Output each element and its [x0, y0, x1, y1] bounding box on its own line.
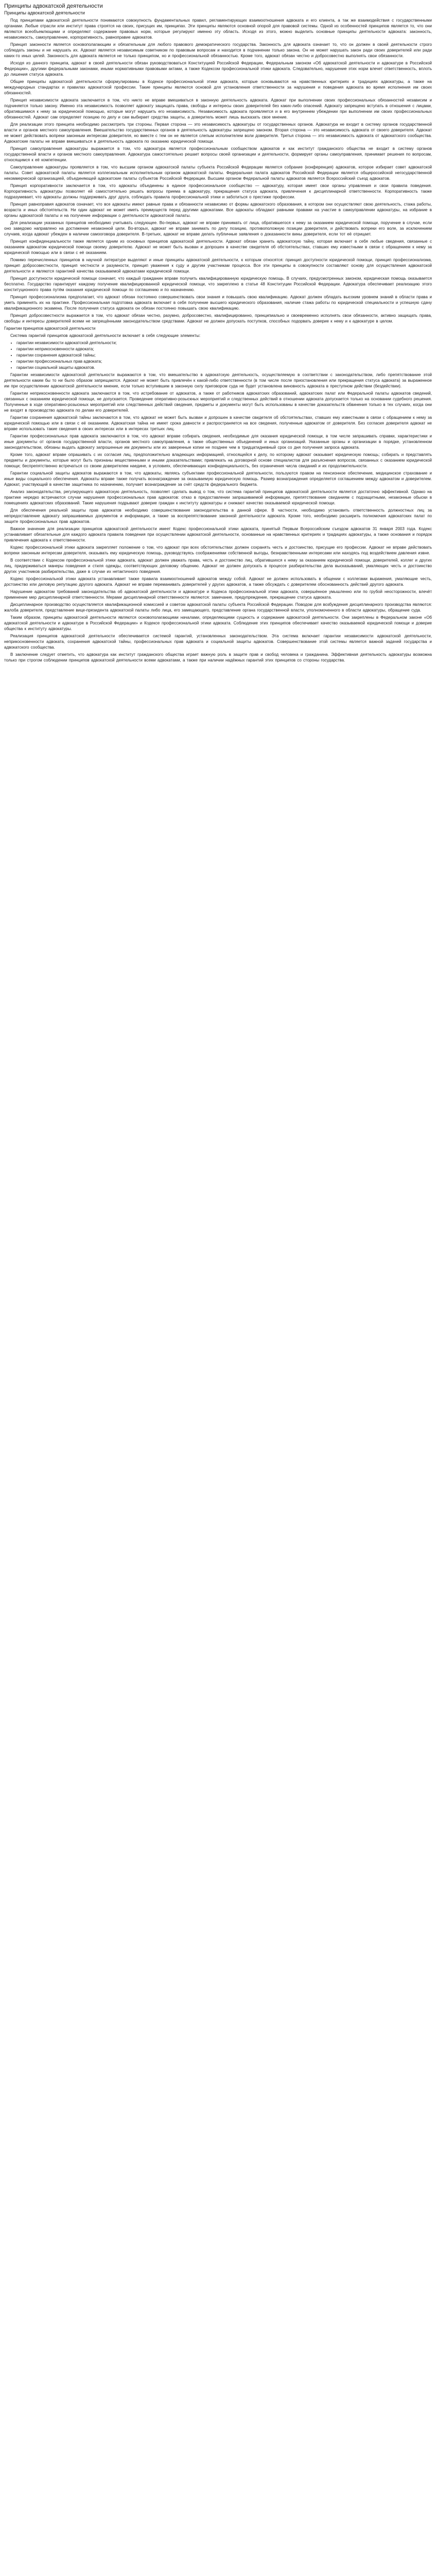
section-heading: Гарантии принципов адвокатской деятельности: [4, 326, 96, 331]
paragraph: Принцип законности является основополагающим и обязательным для любого правового демократического государства. Законность для адвоката означает то, что он должен в своей деятельности строго соблюдать законы и не нарушать их. Адвокат является независимым советником по правовым вопросам и находится в подчинении только закона. Он не может нарушать закон ради своих доверителей или ради каких-то иных целей. Законность для адвоката является не только принципом, но и профессиональной обязанностью. Кроме того, адвокат обязан честно и добросовестно выполнять свои обязанности.: [4, 42, 432, 58]
paragraph: Под принципами адвокатской деятельности понимаются совокупность фундаментальных правил, регламентирующих взаимоотношения адвоката и его клиента, а так же взаимодействия с государственными органами. Любые отрасли или институт права строятся на своих, присущих им, принципах. Эти принципы являются основной опорой для правовой системы. Одной из особенностей принципов является то, что они являются всеобъемлющими и определяют содержание правовых норм, которые регулируют именно эту область. Исходя из этого, можно выделить основные принципы деятельности адвоката: законность, независимость, самоуправление, корпоративность, равноправие адвокатов.: [4, 18, 432, 40]
paragraph: Кроме того, адвокат вправе опрашивать с их согласия лиц, предположительно владеющих информацией, относящейся к делу, по которому адвокат оказывает юридическую помощь; собирать и представлять предметы и документы, которые могут быть признаны вещественными и иными доказательствами; привлекать на договорной основе специалистов для разъяснения вопросов, связанных с оказанием юридической помощи; беспрепятственно встречаться со своим доверителем наедине, в условиях, обеспечивающих конфиденциальность, без ограничения числа свиданий и их продолжительности.: [4, 452, 432, 468]
paragraph: В заключение следует отметить, что адвокатура как институт гражданского общества играет важную роль в защите прав и свобод человека и гражданина. Эффективная деятельность адвокатуры возможна только при строгом соблюдении принципов адвокатской деятельности всеми адвокатами, а также при наличии надёжных гарантий этих принципов со стороны государства.: [4, 652, 432, 663]
document-page: [0, 0, 436, 663]
paragraph: Для реализации этого принципа необходимо рассмотреть три стороны. Первая сторона — это независимость адвокатуры от государственных органов. Адвокатура не входит в систему органов государственной власти и органов местного самоуправления. Вмешательство государственных органов в деятельность адвокатуры запрещено законом. Вторая сторона — это независимость адвоката от своего доверителя. Адвокат не может действовать вопреки законным интересам доверителя, но вместе с тем он не является слепым исполнителем воли доверителя. Третья сторона — это независимость адвоката от адвокатского сообщества. Адвокатские палаты не вправе вмешиваться в деятельность адвоката по оказанию юридической помощи.: [4, 122, 432, 144]
paragraph: Принцип конфиденциальности также является одним из основных принципов адвокатской деятельности. Адвокат обязан хранить адвокатскую тайну, которая включает в себя любые сведения, связанные с оказанием адвокатом юридической помощи своему доверителю. Адвокат не может быть вызван и допрошен в качестве свидетеля об обстоятельствах, ставших ему известными в связи с обращением к нему за юридической помощью или в связи с её оказанием.: [4, 239, 432, 255]
paragraph: Для реализации указанных принципов необходимо учитывать следующее. Во-первых, адвокат не вправе принимать от лица, обратившегося к нему за оказанием юридической помощи, поручение в случае, если оно заведомо направлено на достижение незаконной цели. Во-вторых, адвокат не вправе занимать по делу позицию, противоположную позиции доверителя, и действовать вопреки его воле, за исключением случаев, когда адвокат убежден в наличии самооговора доверителя. В-третьих, адвокат не вправе делать публичные заявления о доказанности вины доверителя, если тот её отрицает.: [4, 221, 432, 236]
paragraph: Кодекс профессиональной этики адвоката закрепляет положение о том, что адвокат при всех обстоятельствах должен сохранять честь и достоинство, присущие его профессии. Адвокат не вправе действовать вопреки законным интересам доверителя, оказывать ему юридическую помощь, руководствуясь соображениями собственной выгоды, безнравственными интересами или находясь под воздействием давления извне.: [4, 545, 432, 555]
paragraph: Дисциплинарное производство осуществляется квалификационной комиссией и советом адвокатской палаты субъекта Российской Федерации. Поводом для возбуждения дисциплинарного производства являются: жалоба доверителя, представление вице-президента адвокатской палаты либо лица, его замещающего, представление органа государственной власти, уполномоченного в области адвокатуры, обращение суда.: [4, 602, 432, 613]
paragraph: Общие принципы адвокатской деятельности сформулированы в Кодексе профессиональной этики адвоката, которые основываются на нравственных критериях и традициях адвокатуры, а также на международных стандартах и правилах адвокатской профессии. Такие принципы являются основой для установления ответственности за нарушения и поведения адвоката во время исполнения им своих обязанностей.: [4, 79, 432, 95]
list-item: • гарантии профессиональных прав адвоката;: [16, 359, 432, 364]
bullet-list: [4, 340, 432, 370]
paragraph: Гарантии социальной защиты адвокатов выражаются в том, что адвокаты, являясь субъектами профессиональной деятельности, пользуются правом на пенсионное обеспечение, медицинское страхование и иные виды социального обеспечения. Адвокаты вправе также получать вознаграждение за оказываемую юридическую помощь. Размер вознаграждения определяется соглашением между адвокатом и доверителем. Адвокат, участвующий в качестве защитника по назначению, получает вознаграждение за счёт средств федерального бюджета.: [4, 471, 432, 487]
list-item: • гарантии сохранения адвокатской тайны;: [16, 352, 432, 358]
paragraph: Важное значение для реализации принципов адвокатской деятельности имеет Кодекс профессиональной этики адвоката, принятый Первым Всероссийским съездом адвокатов 31 января 2003 года. Кодекс устанавливает обязательные для каждого адвоката правила поведения при осуществлении адвокатской деятельности, основанные на нравственных критериях и традициях адвокатуры, а также основания и порядок привлечения адвоката к ответственности.: [4, 527, 432, 543]
paragraph: Анализ законодательства, регулирующего адвокатскую деятельность, позволяет сделать вывод о том, что система гарантий принципов адвокатской деятельности является достаточно эффективной. Однако на практике нередко встречаются случаи нарушения профессиональных прав адвокатов: отказ в предоставлении запрашиваемой информации, препятствование свиданиям с подзащитными, незаконные обыски в помещениях адвокатских образований. Такие нарушения подрывают доверие граждан к институту адвокатуры и снижают качество оказываемой юридической помощи.: [4, 489, 432, 505]
paragraph: Принцип добросовестности выражается в том, что адвокат обязан честно, разумно, добросовестно, квалифицированно, принципиально и своевременно исполнять свои обязанности, активно защищать права, свободы и интересы доверителей всеми не запрещёнными законодательством средствами. Адвокат не должен допускать поступков, способных подорвать доверие к нему и к адвокатуре в целом.: [4, 313, 432, 324]
article-body: [4, 18, 432, 663]
paragraph: Для обеспечения реальной защиты прав адвокатов необходимо совершенствование законодательства в данной сфере. В частности, необходимо установить ответственность должностных лиц за непредоставление адвокату запрашиваемых документов и информации, а также за воспрепятствование законной деятельности адвоката. Кроме того, необходимо расширить полномочия адвокатских палат по защите профессиональных прав адвокатов.: [4, 508, 432, 524]
paragraph: Таким образом, принципы адвокатской деятельности являются основополагающими началами, определяющими сущность и содержание адвокатской деятельности. Они закреплены в Федеральном законе «Об адвокатской деятельности и адвокатуре в Российской Федерации» и Кодексе профессиональной этики адвоката. Соблюдение этих принципов обеспечивает качество оказываемой юридической помощи и доверие общества к институту адвокатуры.: [4, 615, 432, 631]
list-item: • гарантии независимости адвокатской деятельности;: [16, 340, 432, 346]
list-item: • гарантии неприкосновенности адвоката;: [16, 346, 432, 352]
paragraph: Принцип доступности юридической помощи означает, что каждый гражданин вправе получить квалифицированную юридическую помощь. В случаях, предусмотренных законом, юридическая помощь оказывается бесплатно. Государство гарантирует каждому получение квалифицированной юридической помощи, что закреплено в статье 48 Конституции Российской Федерации. Адвокатура обеспечивает реализацию этого конституционного права путём оказания юридической помощи по соглашению и по назначению.: [4, 276, 432, 292]
page-subtitle: Принципы адвокатской деятельности: [4, 10, 85, 15]
paragraph: Принцип корпоративности заключается в том, что адвокаты объединены в единое профессиональное сообщество — адвокатуру, которая имеет свои органы управления и свои правила поведения. Корпоративность адвокатуры позволяет ей самостоятельно решать вопросы приема в адвокатуру, прекращения статуса адвоката, привлечения к дисциплинарной ответственности. Корпоративность также подразумевает, что адвокаты должны поддерживать друг друга, соблюдать правила профессиональной этики и заботиться о престиже профессии.: [4, 183, 432, 199]
paragraph: Помимо перечисленных принципов в научной литературе выделяют и иные принципы адвокатской деятельности, к которым относятся: принцип доступности юридической помощи, принцип профессионализма, принцип добросовестности, принцип честности и разумности, принцип уважения к суду и другим участникам процесса. Все эти принципы в совокупности составляют основу для осуществления адвокатской деятельности и являются гарантией качества оказываемой адвокатами юридической помощи.: [4, 258, 432, 274]
paragraph: Система гарантий принципов адвокатской деятельности включает в себя следующие элементы:: [10, 333, 201, 338]
paragraph: Принцип самоуправления адвокатуры выражается в том, что адвокатура является профессиональным сообществом адвокатов и как институт гражданского общества не входит в систему органов государственной власти и органов местного самоуправления. Адвокатура самостоятельно решает вопросы своей организации и деятельности, формирует органы самоуправления, принимает решения по вопросам, относящимся к её компетенции.: [4, 146, 432, 162]
paragraph: Гарантии неприкосновенности адвоката заключаются в том, что истребование от адвокатов, а также от работников адвокатских образований, адвокатских палат или Федеральной палаты адвокатов сведений, связанных с оказанием юридической помощи, не допускается. Проведение оперативно-розыскных мероприятий и следственных действий в отношении адвоката допускается только на основании судебного решения. Полученные в ходе оперативно-розыскных мероприятий или следственных действий сведения, предметы и документы могут быть использованы в качестве доказательств обвинения только в тех случаях, когда они не входят в производство адвоката по делам его доверителей.: [4, 391, 432, 413]
paragraph: Самоуправление адвокатуры проявляется в том, что высшим органом адвокатской палаты субъекта Российской Федерации является собрание (конференция) адвокатов, которое избирает совет адвокатской палаты. Совет адвокатской палаты является коллегиальным исполнительным органом адвокатской палаты. Федеральная палата адвокатов Российской Федерации является общероссийской негосударственной некоммерческой организацией, объединяющей адвокатские палаты субъектов Российской Федерации. Высшим органом Федеральной палаты адвокатов является Всероссийский съезд адвокатов.: [4, 165, 432, 181]
paragraph: Гарантии профессиональных прав адвоката заключаются в том, что адвокат вправе собирать сведения, необходимые для оказания юридической помощи, в том числе запрашивать справки, характеристики и иные документы от органов государственной власти, органов местного самоуправления, а также общественных объединений и иных организаций. Указанные органы и организации в порядке, установленном законодательством, обязаны выдать адвокату запрошенные им документы или их заверенные копии не позднее чем в тридцатидневный срок со дня получения запроса адвоката.: [4, 434, 432, 450]
paragraph: Принцип независимости адвоката заключается в том, что никто не вправе вмешиваться в законную деятельность адвоката. Адвокат при выполнении своих профессиональных обязанностей независим и подчиняется только закону. Именно эта независимость позволяет адвокату защищать права, свободы и интересы своих доверителей без каких-либо опасений. Адвокату запрещено вступать в отношения с лицами, обратившимися к нему за юридической помощью, которые могут нарушить его независимость. Независимость адвоката проявляется и в его внутреннем убеждении при выполнении им своих профессиональных обязанностей. Адвокат сам определяет позицию по делу и сам выбирает средства защиты, а доверитель может лишь высказать свое мнение.: [4, 98, 432, 120]
paragraph: Кодекс профессиональной этики адвоката устанавливает также правила взаимоотношений адвокатов между собой. Адвокат не должен использовать в общении с коллегами выражения, умаляющие честь, достоинство или деловую репутацию другого адвоката. Адвокат не вправе переманивать доверителей у других адвокатов, а также обсуждать с доверителем обоснованность действий другого адвоката.: [4, 577, 432, 587]
paragraph: Принцип профессионализма предполагает, что адвокат обязан постоянно совершенствовать свои знания и повышать свою квалификацию. Адвокат должен обладать высоким уровнем знаний в области права и уметь применять их на практике. Профессиональная подготовка адвоката включает в себя получение высшего юридического образования, наличие стажа работы по юридической специальности и успешную сдачу квалификационного экзамена. После получения статуса адвоката он обязан постоянно повышать свою квалификацию.: [4, 295, 432, 311]
page-title: Принципы адвокатской деятельности: [4, 3, 103, 9]
paragraph: Исходя из данного принципа, адвокат в своей деятельности обязан руководствоваться Конституцией Российской Федерации, Федеральным законом «Об адвокатской деятельности и адвокатуре в Российской Федерации», другими федеральными законами, иными нормативными правовыми актами, а также Кодексом профессиональной этики адвоката. Следовательно, нарушение этих норм влечет ответственность, вплоть до лишения статуса адвоката.: [4, 61, 432, 77]
paragraph: Реализация принципов адвокатской деятельности обеспечивается системой гарантий, установленных законодательством. Эта система включает гарантии независимости адвокатской деятельности, неприкосновенности адвоката, сохранения адвокатской тайны, профессиональных прав адвоката и социальной защиты адвокатов. Совершенствование этой системы является важной задачей государства и адвокатского сообщества.: [4, 634, 432, 650]
paragraph: В соответствии с Кодексом профессиональной этики адвоката, адвокат должен уважать права, честь и достоинство лиц, обратившихся к нему за оказанием юридической помощи, доверителей, коллег и других лиц, придерживаться манеры поведения и стиля одежды, соответствующих деловому общению. Адвокат не должен допускать в процессе разбирательства дела высказываний, умаляющих честь и достоинство других участников разбирательства, даже в случае их нетактичного поведения.: [4, 558, 432, 574]
paragraph: Гарантии сохранения адвокатской тайны заключаются в том, что адвокат не может быть вызван и допрошен в качестве свидетеля об обстоятельствах, ставших ему известными в связи с обращением к нему за юридической помощью или в связи с её оказанием. Адвокатская тайна не имеет срока давности и распространяется на все сведения, полученные адвокатом от доверителя. Без согласия доверителя адвокат не вправе использовать такие сведения в своих интересах или в интересах третьих лиц.: [4, 415, 432, 431]
paragraph: Принцип равноправия адвокатов означает, что все адвокаты имеют равные права и обязанности независимо от формы адвокатского образования, в котором они осуществляют свою деятельность, стажа работы, возраста и иных обстоятельств. Ни один адвокат не может иметь преимуществ перед другими адвокатами. Все адвокаты обладают равными правами на участие в самоуправлении адвокатуры, на избрание в органы адвокатской палаты и на получение информации о деятельности адвокатской палаты.: [4, 202, 432, 218]
paragraph: Нарушение адвокатом требований законодательства об адвокатской деятельности и адвокатуре и Кодекса профессиональной этики адвоката, совершённое умышленно или по грубой неосторожности, влечёт применение мер дисциплинарной ответственности. Мерами дисциплинарной ответственности являются: замечание, предупреждение, прекращение статуса адвоката.: [4, 589, 432, 600]
list-item: • гарантии социальной защиты адвокатов.: [16, 365, 432, 370]
paragraph: Гарантии независимости адвокатской деятельности выражаются в том, что вмешательство в адвокатскую деятельность, осуществляемую в соответствии с законодательством, либо препятствование этой деятельности каким бы то ни было образом запрещаются. Адвокат не может быть привлечён к какой-либо ответственности (в том числе после приостановления или прекращения статуса адвоката) за выраженное им при осуществлении адвокатской деятельности мнение, если только вступившим в законную силу приговором суда не будет установлена виновность адвоката в преступном действии (бездействии).: [4, 372, 432, 388]
